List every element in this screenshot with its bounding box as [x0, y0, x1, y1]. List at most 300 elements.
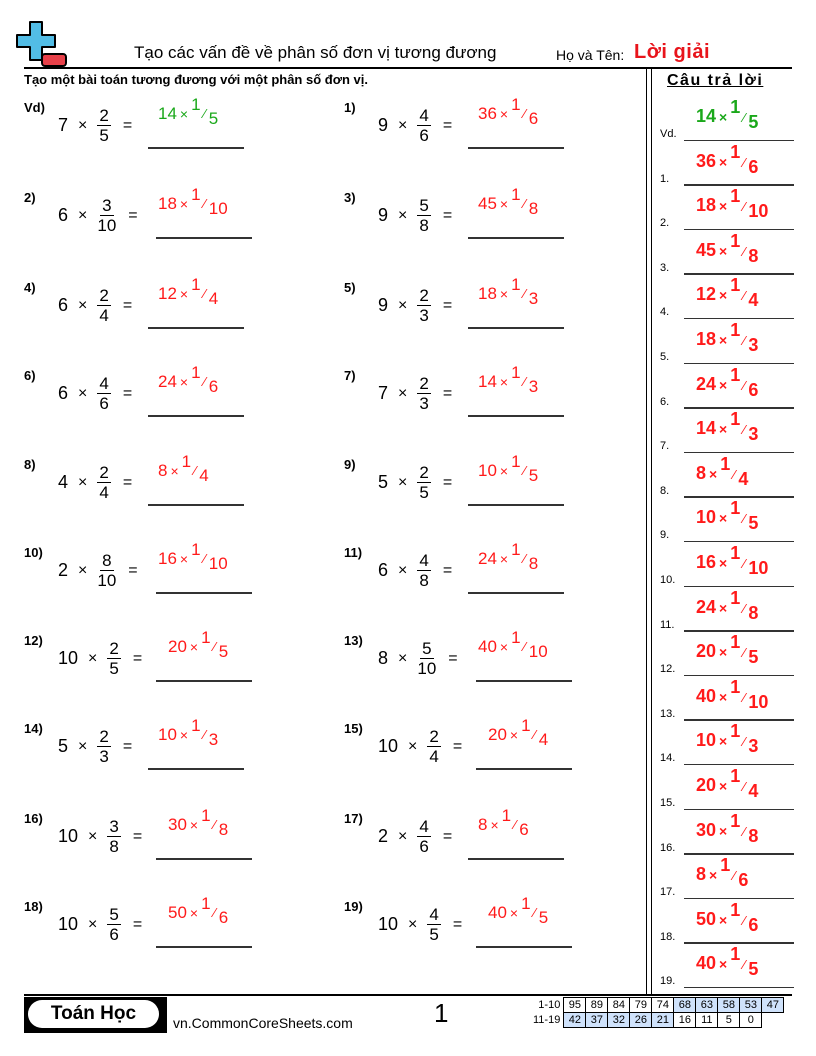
answer-key-item	[660, 364, 794, 414]
times-sign: ×	[719, 822, 728, 839]
answer-field[interactable]	[168, 806, 229, 839]
unit-numerator: 1	[730, 766, 741, 786]
answer-key-item	[660, 320, 794, 369]
answer-whole: 8	[696, 864, 707, 885]
unit-numerator: 1	[511, 540, 521, 559]
answer-field[interactable]	[168, 628, 229, 661]
answer-key-underline	[684, 675, 794, 677]
unit-numerator: 1	[511, 185, 521, 204]
unit-denominator: 6	[748, 156, 759, 177]
answer-field[interactable]	[478, 185, 539, 218]
answer-key-number: 4.	[660, 306, 670, 319]
unit-denominator: 10	[748, 691, 769, 712]
problem-expression	[378, 463, 452, 502]
answer-whole: 14	[696, 106, 717, 126]
equals-sign: =	[448, 649, 458, 667]
denominator: 10	[97, 216, 117, 235]
answer-whole: 20	[488, 725, 507, 744]
answer-whole: 40	[696, 685, 717, 706]
unit-numerator: 1	[191, 363, 201, 382]
problem-item	[344, 806, 634, 871]
problem-expression	[378, 551, 452, 590]
numerator: 2	[419, 463, 429, 482]
answer-key-item	[660, 543, 794, 592]
problem-number: 19)	[344, 899, 363, 914]
answer-key-item	[660, 275, 794, 324]
fraction-slash: ⁄	[743, 243, 746, 259]
fraction-slash: ⁄	[533, 727, 536, 742]
fraction-slash: ⁄	[743, 556, 746, 571]
problem-number: 5)	[344, 280, 356, 295]
answer-whole: 18	[696, 329, 717, 349]
unit-numerator: 1	[730, 587, 741, 608]
answer-whole: 10	[158, 725, 177, 744]
times-sign: ×	[719, 153, 728, 170]
unit-numerator: 1	[730, 275, 741, 296]
answer-field[interactable]	[478, 628, 548, 661]
fraction-slash: ⁄	[743, 154, 746, 170]
unit-numerator: 1	[511, 95, 521, 114]
unit-numerator: 1	[730, 810, 741, 831]
answer-field[interactable]	[478, 363, 539, 396]
unit-numerator: 1	[201, 806, 211, 825]
whole-number: 8	[378, 648, 389, 668]
brand-label: Toán Học	[28, 1000, 159, 1028]
whole-number: 6	[58, 205, 69, 225]
denominator: 6	[99, 394, 109, 413]
denominator: 5	[429, 925, 439, 944]
answer-field[interactable]	[158, 716, 219, 749]
equals-sign: =	[128, 206, 138, 224]
answer-key-underline	[684, 229, 794, 231]
answer-underline	[468, 504, 564, 506]
answer-whole: 20	[696, 641, 717, 662]
unit-numerator: 1	[730, 676, 741, 697]
problem-item	[24, 275, 314, 340]
problem-number: 10)	[24, 545, 43, 560]
problem-item	[344, 185, 634, 250]
score-cell: 26	[630, 1013, 652, 1028]
score-cell: 95	[564, 998, 586, 1013]
problem-item	[24, 628, 314, 693]
fraction	[107, 905, 120, 944]
answer-underline	[476, 946, 572, 948]
whole-number: 10	[378, 914, 399, 934]
answer-field[interactable]	[158, 540, 228, 573]
denominator: 4	[429, 747, 439, 766]
fraction	[107, 817, 120, 856]
whole-number: 2	[378, 826, 389, 846]
answer-whole: 20	[696, 775, 717, 795]
denominator: 3	[419, 306, 429, 325]
problem-item	[24, 363, 314, 428]
answer-key-item	[660, 855, 794, 904]
answer-whole: 16	[696, 552, 717, 572]
denominator: 5	[99, 126, 109, 145]
times-sign: ×	[408, 737, 418, 755]
unit-denominator: 10	[208, 554, 228, 573]
answer-field[interactable]	[158, 452, 209, 485]
answer-whole: 45	[478, 194, 497, 213]
times-sign: ×	[499, 374, 509, 390]
problem-item	[344, 628, 634, 693]
fraction-slash: ⁄	[743, 288, 746, 304]
times-sign: ×	[398, 296, 408, 314]
problem-item	[24, 806, 314, 871]
fraction-slash: ⁄	[203, 196, 206, 211]
answer-field[interactable]	[158, 95, 219, 128]
answer-whole: 40	[696, 953, 717, 974]
score-range-label: 1-10	[538, 999, 561, 1011]
unit-denominator: 6	[218, 908, 229, 927]
unit-numerator: 1	[511, 628, 521, 647]
answer-key-value	[696, 810, 759, 846]
numerator: 5	[419, 196, 429, 215]
score-cell-empty	[762, 1013, 784, 1028]
fraction-slash: ⁄	[743, 199, 746, 215]
answer-field[interactable]	[478, 95, 539, 128]
times-sign: ×	[709, 867, 718, 884]
whole-number: 9	[378, 295, 389, 315]
problem-item	[24, 95, 314, 160]
answer-underline	[156, 858, 252, 860]
answer-whole: 10	[696, 730, 717, 751]
answer-whole: 45	[696, 239, 717, 260]
answer-whole: 24	[478, 549, 497, 568]
unit-numerator: 1	[730, 409, 741, 430]
equals-sign: =	[452, 737, 463, 755]
fraction-slash: ⁄	[743, 689, 746, 705]
problem-expression	[58, 106, 132, 145]
answer-underline	[468, 858, 564, 860]
times-sign: ×	[719, 599, 728, 616]
denominator: 8	[419, 216, 429, 235]
answer-whole: 12	[696, 284, 717, 305]
answer-underline	[156, 592, 252, 594]
numerator: 2	[419, 286, 429, 305]
unit-denominator: 10	[208, 199, 228, 218]
unit-denominator: 6	[738, 870, 749, 891]
unit-denominator: 8	[748, 825, 759, 846]
answer-key-underline	[684, 898, 794, 900]
instructions: Tạo một bài toán tương đương với một phân số đơn vị.	[24, 72, 368, 87]
unit-numerator: 1	[730, 230, 741, 251]
problem-number: 2)	[24, 190, 36, 205]
numerator: 2	[109, 639, 119, 658]
answer-field[interactable]	[488, 894, 549, 927]
problem-expression	[378, 374, 452, 413]
answer-key-item	[660, 141, 794, 191]
equals-sign: =	[442, 296, 453, 314]
equals-sign: =	[442, 827, 453, 845]
equals-sign: =	[122, 296, 133, 314]
answer-key-underline	[684, 586, 794, 588]
answer-key-underline	[684, 363, 794, 365]
equals-sign: =	[122, 737, 133, 755]
answer-whole: 14	[696, 418, 717, 439]
fraction-slash: ⁄	[523, 286, 526, 301]
fraction-slash: ⁄	[213, 639, 216, 654]
answer-key-number: 15.	[660, 797, 676, 809]
answer-key-number: 19.	[660, 975, 676, 988]
answer-key-value	[696, 97, 759, 132]
answer-key-number: 6.	[660, 395, 670, 408]
answer-key-number: 1.	[660, 172, 670, 185]
unit-numerator: 1	[521, 894, 531, 913]
fraction-slash: ⁄	[743, 333, 746, 348]
times-sign: ×	[719, 376, 728, 393]
answer-field[interactable]	[168, 894, 229, 927]
unit-numerator: 1	[191, 716, 201, 735]
answer-key-number: 3.	[660, 261, 670, 274]
worksheet-title: Tạo các vấn đề về phân số đơn vị tương đương	[134, 43, 497, 62]
answer-key-item	[660, 97, 794, 146]
times-sign: ×	[719, 778, 728, 794]
problem-number: 1)	[344, 100, 356, 115]
unit-denominator: 10	[748, 201, 769, 222]
answer-whole: 50	[696, 908, 717, 929]
times-sign: ×	[78, 116, 88, 134]
fraction-slash: ⁄	[213, 905, 216, 920]
answer-field[interactable]	[478, 452, 539, 485]
problem-expression	[58, 551, 138, 590]
times-sign: ×	[509, 727, 519, 743]
unit-denominator: 8	[528, 554, 539, 573]
unit-numerator: 1	[730, 364, 741, 385]
score-cell: 37	[586, 1013, 608, 1028]
unit-numerator: 1	[511, 363, 521, 382]
unit-numerator: 1	[191, 185, 201, 204]
unit-numerator: 1	[501, 806, 512, 825]
unit-denominator: 4	[748, 290, 759, 311]
equals-sign: =	[452, 915, 463, 933]
answer-whole: 12	[158, 284, 177, 303]
answer-key-item	[660, 230, 794, 280]
denominator: 6	[419, 837, 429, 856]
numerator: 2	[99, 463, 109, 482]
answer-field[interactable]	[158, 185, 228, 218]
unit-numerator: 1	[511, 452, 521, 471]
unit-denominator: 5	[208, 109, 219, 128]
denominator: 5	[109, 659, 119, 678]
answer-key-value	[696, 676, 769, 712]
numerator: 2	[99, 286, 109, 305]
answer-underline	[476, 680, 572, 682]
denominator: 10	[417, 659, 437, 678]
answer-key-value	[696, 498, 759, 534]
unit-numerator: 1	[720, 855, 731, 876]
times-sign: ×	[719, 555, 728, 571]
unit-denominator: 5	[538, 908, 549, 927]
denominator: 8	[419, 571, 429, 590]
times-sign: ×	[719, 956, 728, 973]
unit-denominator: 8	[748, 602, 759, 623]
fraction-slash: ⁄	[743, 377, 746, 393]
unit-numerator: 1	[730, 186, 741, 207]
equals-sign: =	[442, 473, 453, 491]
answer-underline	[148, 327, 244, 329]
times-sign: ×	[78, 206, 88, 224]
unit-denominator: 4	[748, 781, 759, 801]
unit-denominator: 5	[748, 513, 759, 534]
answer-key-item	[660, 587, 794, 637]
answer-key-item	[660, 721, 794, 770]
answer-key-value	[696, 855, 749, 891]
answer-key-number: 10.	[660, 574, 676, 586]
answer-underline	[148, 415, 244, 417]
problem-item	[344, 275, 634, 340]
unit-numerator: 1	[511, 275, 521, 294]
whole-number: 7	[58, 115, 69, 135]
whole-number: 9	[378, 205, 389, 225]
answer-underline	[156, 680, 252, 682]
equals-sign: =	[122, 473, 133, 491]
score-cell: 32	[608, 1013, 630, 1028]
score-cell: 79	[630, 998, 652, 1013]
denominator: 5	[419, 483, 429, 502]
problem-item	[344, 363, 634, 428]
score-cell: 58	[718, 998, 740, 1013]
fraction-slash: ⁄	[523, 639, 526, 654]
unit-denominator: 5	[748, 112, 759, 132]
times-sign: ×	[189, 905, 199, 921]
fraction-slash: ⁄	[743, 110, 746, 125]
answer-key-value	[696, 632, 759, 668]
times-sign: ×	[179, 374, 189, 390]
problem-expression	[58, 905, 142, 944]
answer-field[interactable]	[478, 806, 529, 839]
score-cell: 0	[740, 1013, 762, 1028]
times-sign: ×	[88, 827, 98, 845]
fraction-slash: ⁄	[743, 422, 746, 438]
equals-sign: =	[122, 384, 133, 402]
times-sign: ×	[189, 639, 199, 655]
answer-whole: 50	[168, 903, 187, 922]
answer-field[interactable]	[488, 716, 549, 749]
problem-expression	[378, 727, 462, 766]
answer-key-number: 16.	[660, 841, 676, 854]
problem-expression	[58, 286, 132, 325]
fraction	[97, 106, 110, 145]
times-sign: ×	[88, 649, 98, 667]
problem-number: 18)	[24, 899, 43, 914]
denominator: 6	[109, 925, 119, 944]
answer-field[interactable]	[158, 363, 219, 396]
times-sign: ×	[398, 827, 408, 845]
answer-underline	[156, 946, 252, 948]
problem-expression	[58, 817, 142, 856]
whole-number: 6	[378, 560, 389, 580]
answer-underline	[148, 147, 244, 149]
problem-number: 12)	[24, 633, 43, 648]
score-cell: 74	[652, 998, 674, 1013]
answer-field[interactable]	[478, 540, 539, 573]
answer-whole: 10	[696, 507, 717, 528]
unit-numerator: 1	[191, 95, 201, 114]
times-sign: ×	[709, 465, 718, 482]
score-cell: 47	[762, 998, 784, 1013]
answer-key-number: 9.	[660, 529, 670, 542]
answer-key-value	[696, 364, 759, 400]
unit-denominator: 10	[528, 642, 548, 661]
numerator: 4	[419, 551, 429, 570]
answer-whole: 8	[158, 461, 168, 480]
times-sign: ×	[719, 332, 728, 348]
answer-whole: 36	[696, 150, 717, 171]
fraction-slash: ⁄	[743, 511, 746, 527]
fraction-slash: ⁄	[523, 374, 526, 389]
problem-expression	[58, 727, 132, 766]
answer-key-item	[660, 409, 794, 458]
answer-key-number: 7.	[660, 440, 670, 453]
whole-number: 9	[378, 115, 389, 135]
score-row	[530, 1013, 784, 1028]
numerator: 5	[109, 905, 119, 924]
times-sign: ×	[398, 206, 408, 224]
problem-item	[344, 894, 634, 959]
answer-underline	[468, 327, 564, 329]
answer-key-number: 8.	[660, 484, 670, 497]
fraction	[97, 463, 110, 502]
fraction-slash: ⁄	[523, 551, 526, 566]
equals-sign: =	[128, 561, 138, 579]
times-sign: ×	[78, 384, 88, 402]
numerator: 3	[102, 196, 112, 215]
problem-expression	[58, 374, 132, 413]
problem-number: 11)	[344, 545, 363, 560]
times-sign: ×	[719, 733, 728, 750]
score-row	[530, 998, 784, 1013]
answer-key-value	[696, 186, 769, 222]
times-sign: ×	[398, 473, 408, 491]
score-cell: 21	[652, 1013, 674, 1028]
times-sign: ×	[179, 727, 189, 743]
answer-key-underline	[684, 140, 794, 142]
denominator: 10	[97, 571, 117, 590]
unit-numerator: 1	[191, 275, 201, 294]
answer-whole: 40	[478, 637, 497, 656]
fraction-slash: ⁄	[743, 734, 746, 750]
unit-denominator: 6	[208, 377, 219, 396]
answer-field[interactable]	[478, 275, 539, 308]
answer-underline	[468, 237, 564, 239]
unit-denominator: 3	[528, 289, 539, 308]
answer-field[interactable]	[158, 275, 219, 308]
unit-denominator: 3	[748, 424, 759, 445]
unit-denominator: 4	[199, 466, 209, 485]
unit-denominator: 8	[528, 199, 539, 218]
answer-whole: 40	[488, 903, 507, 922]
score-cell: 63	[696, 998, 718, 1013]
equals-sign: =	[442, 561, 453, 579]
times-sign: ×	[78, 296, 88, 314]
times-sign: ×	[499, 639, 509, 655]
times-sign: ×	[398, 561, 408, 579]
answer-key-number: 5.	[660, 351, 670, 363]
answer-key-value	[696, 766, 759, 801]
numerator: 2	[99, 727, 109, 746]
numerator: 4	[429, 905, 439, 924]
answer-key-number: 2.	[660, 217, 670, 230]
unit-numerator: 1	[730, 97, 741, 117]
score-cell: 53	[740, 998, 762, 1013]
site-link[interactable]: vn.CommonCoreSheets.com	[173, 1015, 353, 1031]
whole-number: 6	[58, 383, 69, 403]
answer-whole: 8	[478, 815, 488, 834]
fraction-slash: ⁄	[203, 286, 206, 301]
problem-expression	[378, 905, 462, 944]
equals-sign: =	[442, 116, 453, 134]
